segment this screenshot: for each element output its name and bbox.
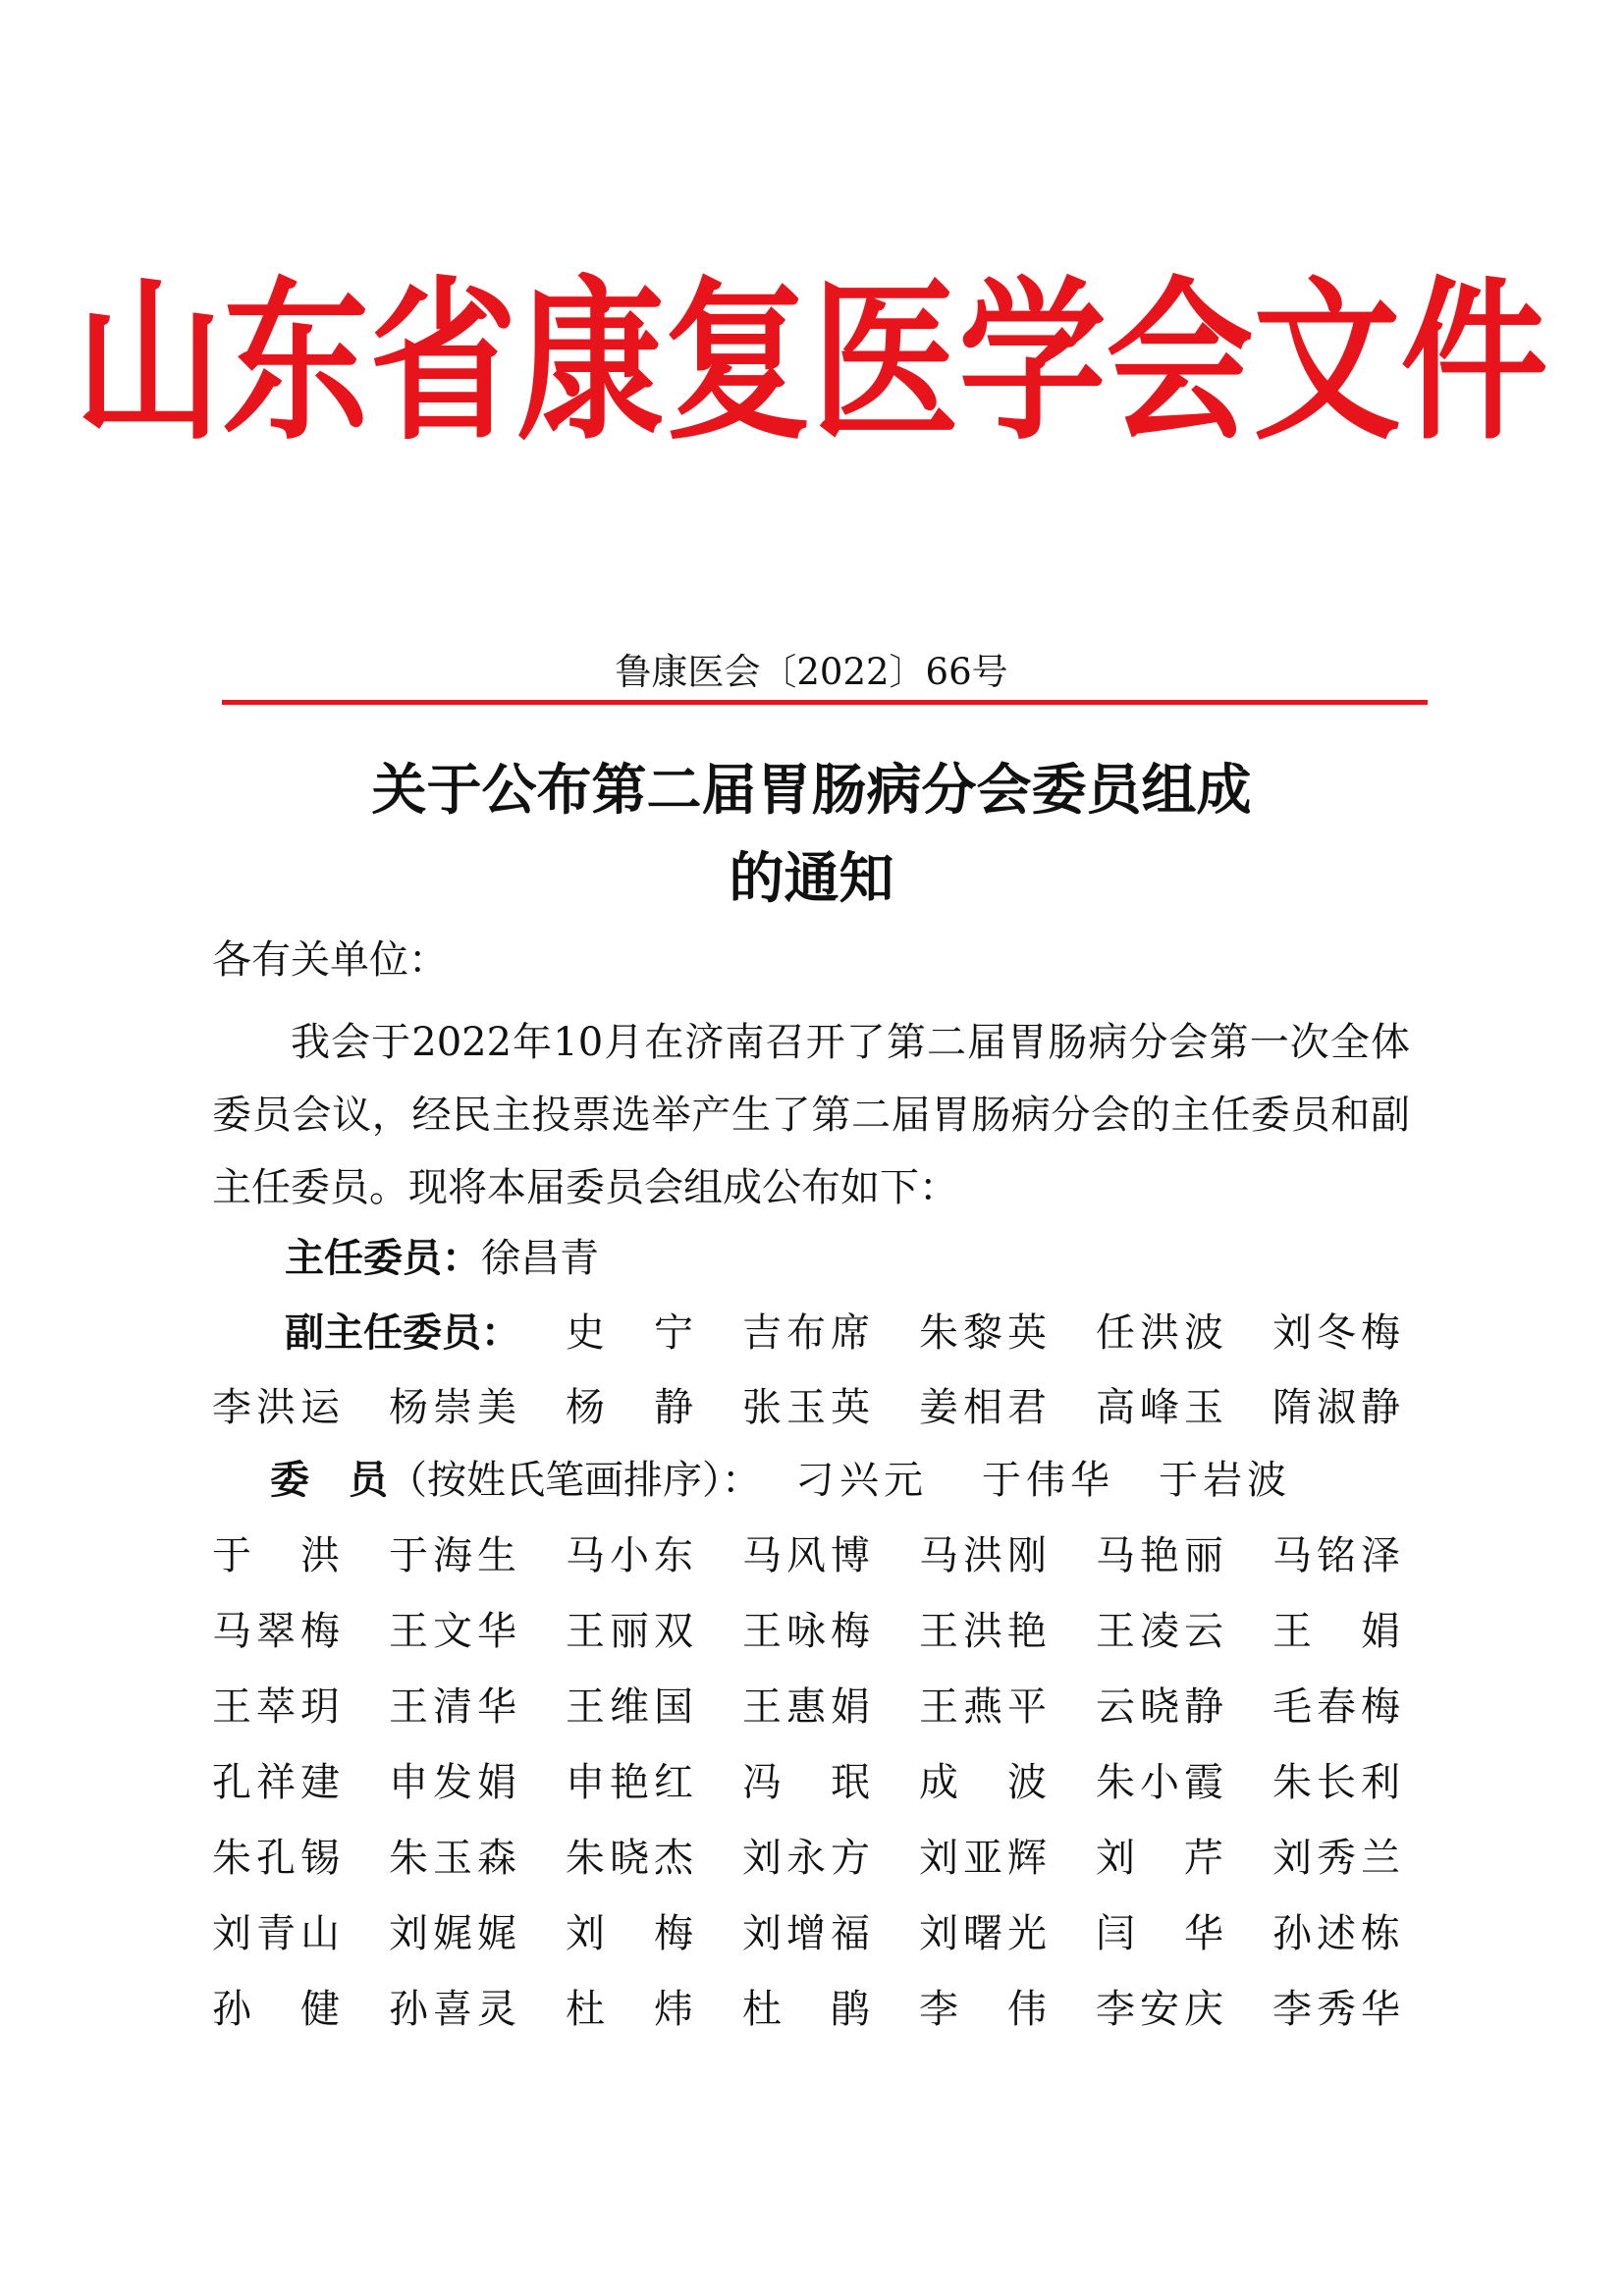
chair-name: 徐昌青 bbox=[481, 1236, 599, 1281]
letterhead-title: 山东省康复医学会文件 bbox=[75, 262, 1548, 464]
chair-line bbox=[285, 1229, 599, 1288]
person-name: 孙喜灵 bbox=[389, 1987, 516, 2032]
member-label: 委 员 bbox=[270, 1457, 388, 1503]
body-paragraph: 我会于2022年10月在济南召开了第二届胃肠病分会第一次全体委员会议，经民主投票选举产生了第二届胃肠病分会的主任委员和副主任委员。现将本届委员会组成公布如下： bbox=[212, 1020, 1410, 1210]
person-name: 王咏梅 bbox=[742, 1609, 870, 1654]
person-name: 王 娟 bbox=[1272, 1609, 1400, 1654]
person-name: 马洪刚 bbox=[919, 1533, 1047, 1578]
person-name: 刘增福 bbox=[742, 1911, 870, 1956]
chair-label: 主任委员： bbox=[285, 1235, 481, 1281]
person-name: 刁兴元 bbox=[795, 1458, 923, 1503]
person-name: 朱孔锡 bbox=[212, 1836, 340, 1881]
person-name: 李洪运 bbox=[212, 1385, 340, 1430]
notice-title-line2: 的通知 bbox=[729, 846, 894, 911]
person-name: 孙述栋 bbox=[1272, 1911, 1400, 1956]
person-name: 李 伟 bbox=[919, 1987, 1047, 2032]
vice-chair-label: 副主任委员： bbox=[285, 1309, 520, 1356]
person-name: 朱玉森 bbox=[389, 1836, 516, 1881]
member-label-line bbox=[270, 1451, 761, 1510]
person-name: 王丽双 bbox=[566, 1609, 693, 1654]
person-name: 杨崇美 bbox=[389, 1385, 516, 1430]
person-name: 史 宁 bbox=[566, 1310, 693, 1356]
person-name: 杜 炜 bbox=[566, 1987, 693, 2032]
person-name: 成 波 bbox=[919, 1760, 1047, 1805]
person-name: 王文华 bbox=[389, 1609, 516, 1654]
document-number: 鲁康医会〔2022〕66号 bbox=[615, 651, 1008, 693]
person-name: 于岩波 bbox=[1159, 1458, 1286, 1503]
person-name: 闫 华 bbox=[1096, 1911, 1223, 1956]
person-name: 李安庆 bbox=[1096, 1987, 1223, 2032]
person-name: 申发娟 bbox=[389, 1760, 516, 1805]
person-name: 刘曙光 bbox=[919, 1911, 1047, 1956]
red-divider bbox=[222, 700, 1428, 705]
person-name: 冯 珉 bbox=[742, 1760, 870, 1805]
person-name: 杜 鹃 bbox=[742, 1987, 870, 2032]
person-name: 刘 梅 bbox=[566, 1911, 693, 1956]
person-name: 马风博 bbox=[742, 1533, 870, 1578]
person-name: 刘 芹 bbox=[1096, 1836, 1223, 1881]
person-name: 马翠梅 bbox=[212, 1609, 340, 1654]
person-name: 马小东 bbox=[566, 1533, 693, 1578]
notice-title-line1: 关于公布第二届胃肠病分会委员组成 bbox=[371, 758, 1252, 823]
salutation: 各有关单位： bbox=[212, 937, 448, 983]
person-name: 刘娓娓 bbox=[389, 1911, 516, 1956]
person-name: 王维国 bbox=[566, 1684, 693, 1730]
person-name: 申艳红 bbox=[566, 1760, 693, 1805]
person-name: 朱晓杰 bbox=[566, 1836, 693, 1881]
person-name: 刘亚辉 bbox=[919, 1836, 1047, 1881]
person-name: 王凌云 bbox=[1096, 1609, 1223, 1654]
person-name: 孙 健 bbox=[212, 1987, 340, 2032]
person-name: 刘秀兰 bbox=[1272, 1836, 1400, 1881]
person-name: 王洪艳 bbox=[919, 1609, 1047, 1654]
person-name: 王惠娟 bbox=[742, 1684, 870, 1730]
person-name: 于伟华 bbox=[982, 1458, 1109, 1503]
person-name: 朱长利 bbox=[1272, 1760, 1400, 1805]
person-name: 于海生 bbox=[389, 1533, 516, 1578]
person-name: 朱黎英 bbox=[919, 1310, 1047, 1356]
person-name: 马艳丽 bbox=[1096, 1533, 1223, 1578]
person-name: 张玉英 bbox=[742, 1385, 870, 1430]
person-name: 王清华 bbox=[389, 1684, 516, 1730]
person-name: 高峰玉 bbox=[1096, 1385, 1223, 1430]
person-name: 于 洪 bbox=[212, 1533, 340, 1578]
person-name: 毛春梅 bbox=[1272, 1684, 1400, 1730]
person-name: 朱小霞 bbox=[1096, 1760, 1223, 1805]
person-name: 马铭泽 bbox=[1272, 1533, 1400, 1578]
person-name: 刘青山 bbox=[212, 1911, 340, 1956]
person-name: 王萃玥 bbox=[212, 1684, 340, 1730]
person-name: 隋淑静 bbox=[1272, 1385, 1400, 1430]
vice-chair-label-line bbox=[285, 1304, 520, 1362]
person-name: 杨 静 bbox=[566, 1385, 693, 1430]
person-name: 吉布席 bbox=[742, 1310, 870, 1356]
person-name: 姜相君 bbox=[919, 1385, 1047, 1430]
person-name: 李秀华 bbox=[1272, 1987, 1400, 2032]
person-name: 刘冬梅 bbox=[1272, 1310, 1400, 1356]
person-name: 刘永方 bbox=[742, 1836, 870, 1881]
person-name: 孔祥建 bbox=[212, 1760, 340, 1805]
person-name: 云晓静 bbox=[1096, 1684, 1223, 1730]
person-name: 王燕平 bbox=[919, 1684, 1047, 1730]
person-name: 任洪波 bbox=[1096, 1310, 1223, 1356]
member-note: （按姓氏笔画排序）： bbox=[388, 1458, 761, 1503]
